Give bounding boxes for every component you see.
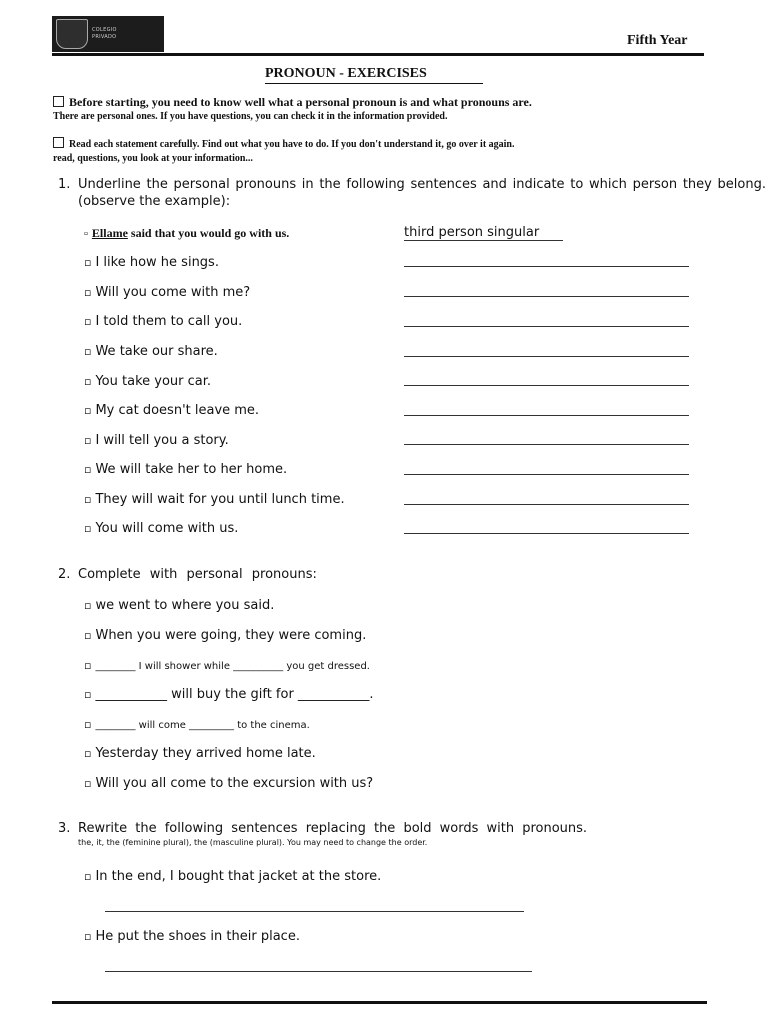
bullet-icon: ▫ xyxy=(84,659,92,672)
answer-line[interactable] xyxy=(105,911,524,912)
list-item: ▫ ________ will come _________ to the cinema. xyxy=(84,718,310,731)
bullet-icon: ▫ xyxy=(84,286,92,299)
answer-line[interactable] xyxy=(404,474,689,475)
bullet-icon: ▫ xyxy=(84,777,92,790)
note-2-sub: read, questions, you look at your information... xyxy=(53,153,253,164)
section-2-instruction: Complete with personal pronouns: xyxy=(78,567,317,582)
section-2-number: 2. xyxy=(58,567,71,582)
section-1-number: 1. xyxy=(58,177,71,192)
section-3-sub: the, it, the (feminine plural), the (masculine plural). You may need to change the order. xyxy=(78,838,428,847)
list-item: ▫ We will take her to her home. xyxy=(84,462,288,477)
list-item: ▫ we went to where you said. xyxy=(84,598,275,613)
page-title: PRONOUN - EXERCISES xyxy=(265,66,483,84)
answer-line[interactable] xyxy=(404,266,689,267)
example-sentence: ▫ Ellame said that you would go with us. xyxy=(84,226,290,240)
section-1-instruction: Underline the personal pronouns in the following sentences and indicate to which person they belong. xyxy=(78,177,766,192)
note-1-sub: There are personal ones. If you have questions, you can check it in the information provided. xyxy=(53,111,448,122)
bullet-icon: ▫ xyxy=(84,375,92,388)
checkbox-icon xyxy=(53,137,64,148)
header-rule xyxy=(52,53,704,56)
list-item: ▫ You take your car. xyxy=(84,374,212,389)
bullet-icon: ▫ xyxy=(84,718,92,731)
list-item: ▫ My cat doesn't leave me. xyxy=(84,403,260,418)
answer-line[interactable] xyxy=(404,415,689,416)
list-item: ▫ He put the shoes in their place. xyxy=(84,929,300,944)
bullet-icon: ▫ xyxy=(84,870,92,883)
bullet-icon: ▫ xyxy=(84,599,92,612)
answer-line[interactable] xyxy=(404,504,689,505)
answer-line[interactable] xyxy=(404,533,689,534)
section-3-instruction: Rewrite the following sentences replacing the bold words with pronouns. xyxy=(78,821,588,836)
bullet-icon: ▫ xyxy=(84,522,92,535)
note-1: Before starting, you need to know well what a personal pronoun is and what pronouns are. xyxy=(53,95,532,110)
bullet-icon: ▫ xyxy=(84,228,88,240)
list-item: ▫ Will you all come to the excursion with us? xyxy=(84,776,374,791)
bullet-icon: ▫ xyxy=(84,747,92,760)
list-item: ▫ We take our share. xyxy=(84,344,218,359)
answer-line[interactable] xyxy=(404,326,689,327)
bullet-icon: ▫ xyxy=(84,345,92,358)
answer-line[interactable] xyxy=(404,296,689,297)
list-item: ▫ ___________ will buy the gift for ___________. xyxy=(84,687,374,702)
checkbox-icon xyxy=(53,96,64,107)
note-2: Read each statement carefully. Find out what you have to do. If you don't understand it, go over it again. xyxy=(53,137,514,150)
list-item: ▫ In the end, I bought that jacket at the store. xyxy=(84,869,382,884)
list-item: ▫ Yesterday they arrived home late. xyxy=(84,746,316,761)
bullet-icon: ▫ xyxy=(84,493,92,506)
section-3-number: 3. xyxy=(58,821,71,836)
logo-text: COLEGIO PRIVADO xyxy=(92,27,117,40)
footer-rule xyxy=(52,1001,707,1004)
bullet-icon: ▫ xyxy=(84,688,92,701)
school-logo xyxy=(52,16,164,52)
section-1-instruction-2: (observe the example): xyxy=(78,194,231,209)
list-item: ▫ I will tell you a story. xyxy=(84,433,229,448)
list-item: ▫ ________ I will shower while __________ you get dressed. xyxy=(84,659,370,672)
bullet-icon: ▫ xyxy=(84,629,92,642)
bullet-icon: ▫ xyxy=(84,404,92,417)
list-item: ▫ I told them to call you. xyxy=(84,314,243,329)
grade-label: Fifth Year xyxy=(627,33,688,48)
answer-line[interactable] xyxy=(404,444,689,445)
bullet-icon: ▫ xyxy=(84,315,92,328)
answer-line[interactable] xyxy=(105,971,532,972)
crest-icon xyxy=(56,19,88,49)
answer-line[interactable] xyxy=(404,385,689,386)
list-item: ▫ You will come with us. xyxy=(84,521,239,536)
example-answer: third person singular xyxy=(404,225,563,241)
list-item: ▫ I like how he sings. xyxy=(84,255,219,270)
bullet-icon: ▫ xyxy=(84,256,92,269)
answer-line[interactable] xyxy=(404,356,689,357)
bullet-icon: ▫ xyxy=(84,434,92,447)
list-item: ▫ When you were going, they were coming. xyxy=(84,628,367,643)
list-item: ▫ They will wait for you until lunch time. xyxy=(84,492,345,507)
list-item: ▫ Will you come with me? xyxy=(84,285,251,300)
bullet-icon: ▫ xyxy=(84,930,92,943)
bullet-icon: ▫ xyxy=(84,463,92,476)
